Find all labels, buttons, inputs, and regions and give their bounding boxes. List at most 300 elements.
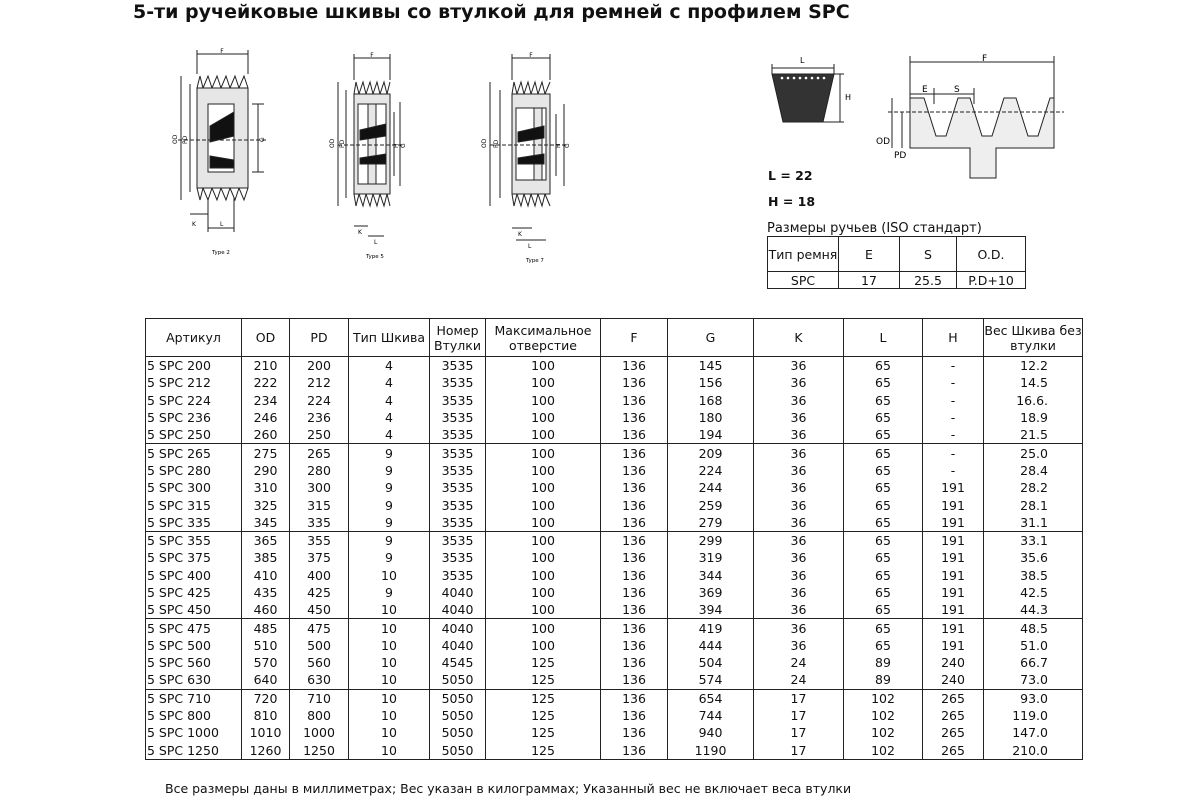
table-cell: 100 (486, 549, 601, 566)
table-cell: 36 (754, 601, 844, 619)
table-cell: 100 (486, 601, 601, 619)
dim-h-label: H (393, 143, 400, 148)
table-cell: 65 (844, 567, 923, 584)
table-cell: 65 (844, 637, 923, 654)
table-cell: 265 (923, 707, 984, 724)
groove-cell: SPC (768, 272, 839, 289)
type2-drawing (168, 48, 278, 263)
table-cell: 345 (242, 514, 290, 532)
article-cell: 5 SPC 1000 (146, 724, 242, 741)
table-cell: 100 (486, 462, 601, 479)
table-cell: 10 (349, 619, 430, 637)
table-cell: 485 (242, 619, 290, 637)
table-cell: 10 (349, 724, 430, 741)
table-cell: 275 (242, 444, 290, 462)
article-cell: 5 SPC 560 (146, 654, 242, 671)
table-cell: 3535 (430, 444, 486, 462)
table-cell: 191 (923, 601, 984, 619)
table-cell: 250 (290, 426, 349, 444)
table-cell: 5050 (430, 742, 486, 760)
dim-g-label: G (259, 137, 266, 142)
table-cell: 222 (242, 374, 290, 391)
table-cell: 12.2 (984, 357, 1083, 375)
table-cell: 5050 (430, 707, 486, 724)
table-cell: 191 (923, 496, 984, 513)
table-cell: 36 (754, 444, 844, 462)
table-cell: 136 (601, 514, 668, 532)
table-cell: 136 (601, 409, 668, 426)
article-cell: 5 SPC 355 (146, 531, 242, 549)
table-cell: 3535 (430, 409, 486, 426)
table-cell: 36 (754, 392, 844, 409)
groove-cell: 25.5 (900, 272, 957, 289)
article-cell: 5 SPC 500 (146, 637, 242, 654)
table-cell: 38.5 (984, 567, 1083, 584)
table-cell: 102 (844, 689, 923, 707)
table-cell: 65 (844, 357, 923, 375)
table-cell: 65 (844, 531, 923, 549)
table-cell: 300 (290, 479, 349, 496)
table-cell: 33.1 (984, 531, 1083, 549)
column-header: OD (242, 319, 290, 357)
table-cell: 3535 (430, 531, 486, 549)
table-cell: 100 (486, 584, 601, 601)
table-cell: 89 (844, 671, 923, 689)
table-row (146, 689, 1083, 707)
table-cell: 355 (290, 531, 349, 549)
dim-k-label: K (518, 231, 522, 238)
table-cell: 375 (290, 549, 349, 566)
table-cell: 17 (754, 707, 844, 724)
table-row (146, 584, 1083, 601)
table-cell: 260 (242, 426, 290, 444)
table-cell: 4 (349, 357, 430, 375)
table-cell: 365 (242, 531, 290, 549)
type2-caption: Type 2 (212, 250, 230, 256)
article-cell: 5 SPC 375 (146, 549, 242, 566)
table-cell: 65 (844, 426, 923, 444)
article-cell: 5 SPC 236 (146, 409, 242, 426)
article-cell: 5 SPC 800 (146, 707, 242, 724)
belt-h-value: H = 18 (768, 194, 816, 209)
article-cell: 5 SPC 425 (146, 584, 242, 601)
article-cell: 5 SPC 630 (146, 671, 242, 689)
table-cell: 48.5 (984, 619, 1083, 637)
table-cell: 410 (242, 567, 290, 584)
column-header: K (754, 319, 844, 357)
table-cell: 3535 (430, 567, 486, 584)
table-row (146, 409, 1083, 426)
table-cell: 136 (601, 549, 668, 566)
column-header: F (601, 319, 668, 357)
table-cell: 4 (349, 374, 430, 391)
table-cell: 136 (601, 392, 668, 409)
table-cell: 940 (668, 724, 754, 741)
table-cell: 310 (242, 479, 290, 496)
table-cell: 450 (290, 601, 349, 619)
table-cell: 24 (754, 654, 844, 671)
table-cell: 315 (290, 496, 349, 513)
table-cell: 136 (601, 357, 668, 375)
table-cell: 3535 (430, 514, 486, 532)
table-cell: 136 (601, 567, 668, 584)
table-row (146, 514, 1083, 532)
table-cell: 125 (486, 724, 601, 741)
table-cell: 65 (844, 444, 923, 462)
dim-pd-label: PD (493, 139, 500, 148)
table-cell: 191 (923, 567, 984, 584)
groove-od-label: OD (876, 137, 891, 147)
table-cell: 100 (486, 426, 601, 444)
table-cell: 28.1 (984, 496, 1083, 513)
table-cell: 265 (923, 742, 984, 760)
table-row (146, 742, 1083, 760)
table-cell: 800 (290, 707, 349, 724)
table-cell: 10 (349, 742, 430, 760)
table-cell: 36 (754, 462, 844, 479)
dim-od-label: OD (172, 134, 179, 144)
article-cell: 5 SPC 212 (146, 374, 242, 391)
table-row (146, 531, 1083, 549)
table-cell: 425 (290, 584, 349, 601)
dim-pd-label: PD (339, 139, 346, 148)
article-cell: 5 SPC 300 (146, 479, 242, 496)
table-cell: 810 (242, 707, 290, 724)
article-cell: 5 SPC 315 (146, 496, 242, 513)
dim-pd-label: PD (182, 135, 189, 144)
table-cell: 720 (242, 689, 290, 707)
dim-g-label: G (564, 143, 571, 148)
table-cell: 5050 (430, 671, 486, 689)
table-cell: 136 (601, 444, 668, 462)
table-cell: 4040 (430, 601, 486, 619)
table-cell: 325 (242, 496, 290, 513)
table-cell: 191 (923, 531, 984, 549)
table-cell: 102 (844, 742, 923, 760)
dim-od-label: OD (481, 138, 488, 148)
table-cell: 1000 (290, 724, 349, 741)
table-cell: 240 (923, 671, 984, 689)
table-cell: 100 (486, 619, 601, 637)
table-cell: 5050 (430, 689, 486, 707)
article-cell: 5 SPC 224 (146, 392, 242, 409)
type7-caption: Type 7 (526, 258, 544, 264)
table-cell: 73.0 (984, 671, 1083, 689)
article-cell: 5 SPC 710 (146, 689, 242, 707)
table-cell: 240 (923, 654, 984, 671)
table-row (146, 444, 1083, 462)
table-cell: 24 (754, 671, 844, 689)
table-row (146, 426, 1083, 444)
table-cell: 65 (844, 601, 923, 619)
dim-f-label: F (529, 52, 533, 59)
article-cell: 5 SPC 250 (146, 426, 242, 444)
table-cell: 125 (486, 707, 601, 724)
table-cell: 279 (668, 514, 754, 532)
dim-l-label: L (220, 221, 224, 228)
table-row (146, 724, 1083, 741)
table-cell: 89 (844, 654, 923, 671)
table-cell: 1010 (242, 724, 290, 741)
table-cell: 100 (486, 496, 601, 513)
dim-f-label: F (220, 48, 224, 55)
table-row (146, 496, 1083, 513)
table-cell: 17 (754, 724, 844, 741)
table-cell: 500 (290, 637, 349, 654)
table-cell: 156 (668, 374, 754, 391)
groove-header-cell: O.D. (957, 237, 1026, 272)
table-cell: 259 (668, 496, 754, 513)
table-cell: 100 (486, 357, 601, 375)
dim-l-label: L (528, 243, 532, 250)
article-cell: 5 SPC 200 (146, 357, 242, 375)
table-cell: 640 (242, 671, 290, 689)
table-cell: 65 (844, 496, 923, 513)
table-cell: 93.0 (984, 689, 1083, 707)
table-cell: 319 (668, 549, 754, 566)
article-cell: 5 SPC 265 (146, 444, 242, 462)
table-row (146, 567, 1083, 584)
column-header: Тип Шкива (349, 319, 430, 357)
table-cell: 4040 (430, 637, 486, 654)
table-cell: 36 (754, 514, 844, 532)
groove-profile-drawing (874, 52, 1074, 184)
groove-header-cell: E (839, 237, 900, 272)
article-cell: 5 SPC 280 (146, 462, 242, 479)
profile-l-label: L (800, 56, 805, 65)
table-cell: 234 (242, 392, 290, 409)
table-cell: 100 (486, 392, 601, 409)
table-cell: 385 (242, 549, 290, 566)
table-cell: 25.0 (984, 444, 1083, 462)
table-cell: 210 (242, 357, 290, 375)
table-cell: 147.0 (984, 724, 1083, 741)
table-cell: 28.2 (984, 479, 1083, 496)
table-cell: 100 (486, 531, 601, 549)
table-cell: - (923, 392, 984, 409)
column-header: G (668, 319, 754, 357)
table-cell: 100 (486, 514, 601, 532)
table-cell: 136 (601, 637, 668, 654)
table-cell: 136 (601, 601, 668, 619)
table-cell: 65 (844, 462, 923, 479)
groove-table-row (768, 272, 1026, 289)
table-cell: 1250 (290, 742, 349, 760)
dim-h-label: H (555, 143, 562, 148)
table-cell: 65 (844, 374, 923, 391)
table-cell: 744 (668, 707, 754, 724)
table-cell: 194 (668, 426, 754, 444)
table-cell: 136 (601, 619, 668, 637)
table-cell: 44.3 (984, 601, 1083, 619)
table-cell: 100 (486, 374, 601, 391)
table-cell: 9 (349, 444, 430, 462)
table-cell: 17 (754, 742, 844, 760)
table-cell: - (923, 357, 984, 375)
article-cell: 5 SPC 400 (146, 567, 242, 584)
table-cell: 10 (349, 707, 430, 724)
column-header: Максимальное отверстие (486, 319, 601, 357)
table-cell: 51.0 (984, 637, 1083, 654)
table-cell: 102 (844, 724, 923, 741)
table-cell: 36 (754, 409, 844, 426)
table-cell: 42.5 (984, 584, 1083, 601)
table-cell: 125 (486, 742, 601, 760)
type5-caption: Type 5 (366, 254, 384, 260)
table-cell: 136 (601, 707, 668, 724)
column-header: PD (290, 319, 349, 357)
table-cell: 9 (349, 496, 430, 513)
table-cell: 36 (754, 637, 844, 654)
table-cell: 574 (668, 671, 754, 689)
article-cell: 5 SPC 450 (146, 601, 242, 619)
table-row (146, 654, 1083, 671)
table-cell: 265 (290, 444, 349, 462)
table-cell: 36 (754, 496, 844, 513)
table-row (146, 707, 1083, 724)
table-cell: 136 (601, 426, 668, 444)
groove-s-label: S (954, 85, 960, 95)
groove-cell: P.D+10 (957, 272, 1026, 289)
type5-drawing (328, 50, 408, 262)
table-cell: 9 (349, 549, 430, 566)
table-cell: 630 (290, 671, 349, 689)
table-cell: 4040 (430, 619, 486, 637)
table-cell: 66.7 (984, 654, 1083, 671)
table-cell: 265 (923, 724, 984, 741)
table-cell: 36 (754, 584, 844, 601)
table-cell: 1260 (242, 742, 290, 760)
table-cell: 444 (668, 637, 754, 654)
table-cell: 136 (601, 479, 668, 496)
table-cell: 100 (486, 637, 601, 654)
table-cell: - (923, 374, 984, 391)
table-cell: 3535 (430, 496, 486, 513)
table-cell: 136 (601, 496, 668, 513)
table-cell: 400 (290, 567, 349, 584)
table-cell: - (923, 462, 984, 479)
table-cell: 9 (349, 514, 430, 532)
table-cell: 136 (601, 742, 668, 760)
dim-g-label: G (400, 143, 407, 148)
table-cell: 35.6 (984, 549, 1083, 566)
table-cell: 4545 (430, 654, 486, 671)
column-header: Вес Шкива без втулки (984, 319, 1083, 357)
groove-f-label: F (982, 54, 988, 64)
table-cell: 224 (668, 462, 754, 479)
table-cell: 36 (754, 549, 844, 566)
table-cell: 36 (754, 479, 844, 496)
table-cell: 209 (668, 444, 754, 462)
table-cell: 510 (242, 637, 290, 654)
table-cell: 710 (290, 689, 349, 707)
table-cell: 10 (349, 637, 430, 654)
table-row (146, 392, 1083, 409)
table-cell: 10 (349, 601, 430, 619)
table-cell: 17 (754, 689, 844, 707)
table-cell: 394 (668, 601, 754, 619)
table-cell: 10 (349, 654, 430, 671)
table-cell: 9 (349, 479, 430, 496)
table-cell: 3535 (430, 549, 486, 566)
table-cell: 100 (486, 444, 601, 462)
table-cell: 125 (486, 654, 601, 671)
table-row (146, 479, 1083, 496)
table-cell: 65 (844, 479, 923, 496)
table-cell: 246 (242, 409, 290, 426)
table-cell: 65 (844, 549, 923, 566)
table-row (146, 637, 1083, 654)
profile-h-label: H (845, 93, 852, 102)
table-cell: 119.0 (984, 707, 1083, 724)
table-cell: 3535 (430, 479, 486, 496)
table-cell: 65 (844, 584, 923, 601)
article-cell: 5 SPC 1250 (146, 742, 242, 760)
table-cell: 136 (601, 462, 668, 479)
table-cell: 136 (601, 689, 668, 707)
table-cell: 419 (668, 619, 754, 637)
table-row (146, 357, 1083, 375)
table-cell: 28.4 (984, 462, 1083, 479)
table-cell: 191 (923, 619, 984, 637)
dim-l-label: L (374, 239, 378, 246)
table-cell: 504 (668, 654, 754, 671)
table-cell: 36 (754, 531, 844, 549)
table-cell: 65 (844, 619, 923, 637)
table-cell: 191 (923, 479, 984, 496)
table-cell: 212 (290, 374, 349, 391)
table-cell: 191 (923, 549, 984, 566)
table-cell: 654 (668, 689, 754, 707)
table-cell: 100 (486, 409, 601, 426)
table-cell: 10 (349, 689, 430, 707)
table-cell: - (923, 426, 984, 444)
table-cell: 191 (923, 514, 984, 532)
table-cell: 280 (290, 462, 349, 479)
table-cell: 36 (754, 619, 844, 637)
table-cell: 10 (349, 567, 430, 584)
table-cell: 36 (754, 567, 844, 584)
table-cell: 3535 (430, 374, 486, 391)
table-row (146, 549, 1083, 566)
groove-header-cell: Тип ремня (768, 237, 839, 272)
table-cell: 3535 (430, 392, 486, 409)
table-cell: 10 (349, 671, 430, 689)
table-cell: 475 (290, 619, 349, 637)
table-cell: 18.9 (984, 409, 1083, 426)
table-cell: 236 (290, 409, 349, 426)
table-cell: 145 (668, 357, 754, 375)
groove-cell: 17 (839, 272, 900, 289)
table-cell: 168 (668, 392, 754, 409)
table-cell: 560 (290, 654, 349, 671)
table-cell: 3535 (430, 462, 486, 479)
table-cell: 65 (844, 409, 923, 426)
table-cell: 3535 (430, 426, 486, 444)
table-cell: 36 (754, 374, 844, 391)
table-cell: 9 (349, 462, 430, 479)
page-title: 5-ти ручейковые шкивы со втулкой для ремней с профилем SPC (133, 1, 850, 23)
table-cell: 180 (668, 409, 754, 426)
dim-od-label: OD (329, 138, 336, 148)
table-cell: 200 (290, 357, 349, 375)
table-header-row (146, 319, 1083, 357)
table-cell: 136 (601, 671, 668, 689)
table-cell: 1190 (668, 742, 754, 760)
table-cell: 344 (668, 567, 754, 584)
table-cell: 265 (923, 689, 984, 707)
table-cell: 65 (844, 514, 923, 532)
